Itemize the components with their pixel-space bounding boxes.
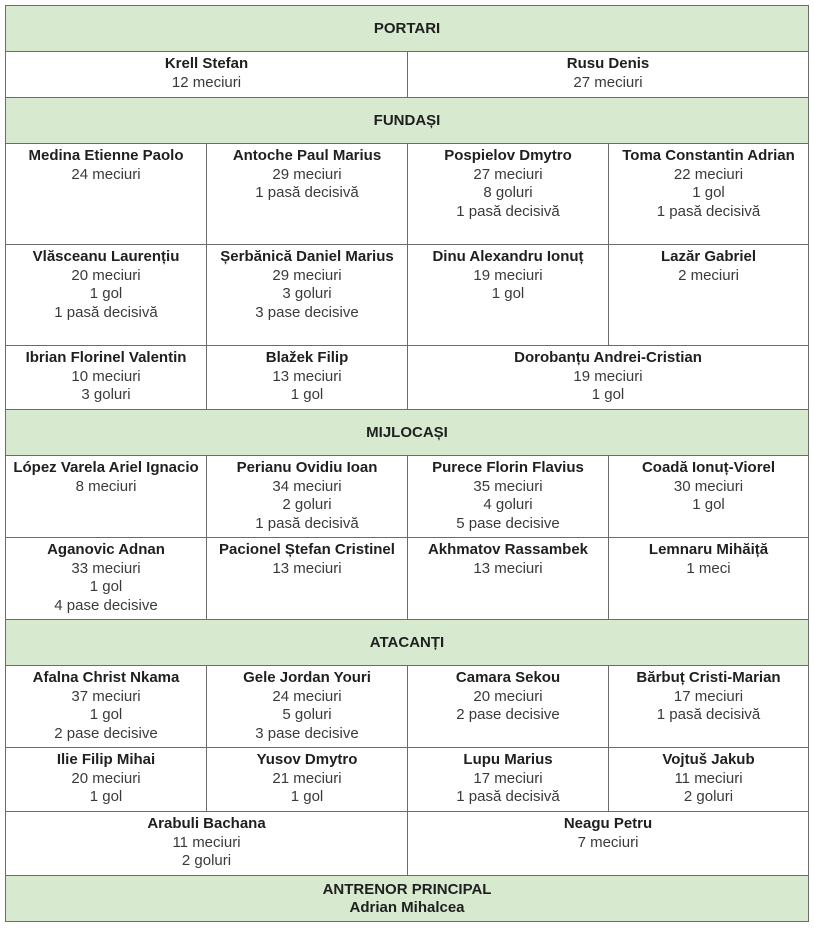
player-row bbox=[6, 144, 809, 245]
player-cell bbox=[6, 666, 207, 748]
player-stat: 8 goluri bbox=[483, 184, 533, 201]
player-stat: 33 meciuri bbox=[71, 559, 141, 577]
player-stat: 1 gol bbox=[89, 706, 123, 723]
player-name: Arabuli Bachana bbox=[147, 815, 266, 832]
player-stat: 20 meciuri bbox=[71, 769, 141, 787]
player-cell bbox=[207, 144, 408, 245]
player-cell bbox=[609, 748, 809, 812]
player-stat: 3 pase decisive bbox=[255, 303, 359, 321]
section-row-forwards bbox=[6, 620, 809, 666]
player-name: Yusov Dmytro bbox=[256, 751, 358, 768]
player-name: Dorobanțu Andrei-Cristian bbox=[514, 349, 702, 366]
player-cell bbox=[408, 52, 809, 98]
player-name: Coadă Ionuț-Viorel bbox=[641, 459, 776, 476]
coach-name: Adrian Mihalcea bbox=[349, 898, 465, 916]
player-stat: 5 goluri bbox=[282, 706, 332, 723]
player-stat: 27 meciuri bbox=[573, 73, 643, 91]
player-cell bbox=[207, 245, 408, 346]
player-name: Bărbuț Cristi-Marian bbox=[636, 669, 781, 686]
player-name: Perianu Ovidiu Ioan bbox=[236, 459, 378, 476]
coach-cell bbox=[6, 876, 809, 922]
player-cell bbox=[408, 245, 609, 346]
section-row-goalkeepers bbox=[6, 6, 809, 52]
player-stat: 11 meciuri bbox=[172, 833, 241, 851]
player-stat: 2 pase decisive bbox=[456, 706, 560, 723]
player-stat: 3 goluri bbox=[282, 285, 332, 302]
player-name: Lupu Marius bbox=[463, 751, 553, 768]
player-stat: 3 pase decisive bbox=[255, 724, 359, 742]
player-name: Toma Constantin Adrian bbox=[622, 147, 795, 164]
player-stat: 11 meciuri bbox=[674, 769, 743, 787]
player-stat: 1 pasă decisivă bbox=[456, 202, 560, 220]
player-name: Șerbănică Daniel Marius bbox=[220, 248, 394, 265]
player-cell bbox=[207, 748, 408, 812]
player-name: Krell Stefan bbox=[164, 55, 249, 72]
player-stat: 1 gol bbox=[89, 578, 123, 595]
player-name: Gele Jordan Youri bbox=[243, 669, 371, 686]
player-cell bbox=[6, 748, 207, 812]
player-name: Camara Sekou bbox=[455, 669, 561, 686]
player-cell bbox=[609, 666, 809, 748]
player-stat: 13 meciuri bbox=[272, 367, 342, 385]
player-cell bbox=[207, 456, 408, 538]
player-stat: 1 gol bbox=[591, 386, 625, 403]
player-name: Pacionel Ștefan Cristinel bbox=[219, 541, 395, 558]
player-name: Lazăr Gabriel bbox=[660, 248, 757, 265]
coach-title: ANTRENOR PRINCIPAL bbox=[322, 880, 492, 898]
player-name: Aganovic Adnan bbox=[47, 541, 165, 558]
player-name: Afalna Christ Nkama bbox=[32, 669, 180, 686]
player-stat: 21 meciuri bbox=[272, 769, 342, 787]
player-stat: 2 goluri bbox=[181, 852, 232, 869]
player-cell bbox=[6, 538, 207, 620]
player-stat: 17 meciuri bbox=[673, 687, 744, 705]
player-stat: 30 meciuri bbox=[673, 477, 744, 495]
player-stat: 34 meciuri bbox=[272, 477, 342, 495]
player-cell bbox=[609, 144, 809, 245]
player-stat: 17 meciuri bbox=[473, 769, 543, 787]
player-row bbox=[6, 52, 809, 98]
player-stat: 1 pasă decisivă bbox=[255, 514, 359, 532]
player-stat: 4 pase decisive bbox=[54, 596, 158, 614]
player-stat: 1 pasă decisivă bbox=[255, 184, 359, 201]
player-stat: 3 goluri bbox=[81, 386, 131, 403]
coach-row bbox=[6, 876, 809, 922]
player-stat: 35 meciuri bbox=[473, 477, 543, 495]
player-cell bbox=[609, 456, 809, 538]
player-stat: 8 meciuri bbox=[75, 477, 137, 495]
player-row bbox=[6, 456, 809, 538]
player-stat: 1 meci bbox=[686, 559, 731, 577]
section-header-midfielders: MIJLOCAȘI bbox=[6, 410, 809, 456]
player-stat: 29 meciuri bbox=[272, 165, 342, 183]
player-stat: 1 gol bbox=[692, 184, 725, 201]
player-stat: 1 gol bbox=[290, 788, 324, 805]
player-cell bbox=[408, 812, 809, 876]
player-name: Ilie Filip Mihai bbox=[56, 751, 156, 768]
player-stat: 4 goluri bbox=[483, 496, 533, 513]
player-stat: 1 gol bbox=[290, 386, 324, 403]
player-stat: 2 pase decisive bbox=[54, 724, 158, 742]
player-name: Rusu Denis bbox=[566, 55, 650, 72]
section-row-defenders bbox=[6, 98, 809, 144]
section-header-defenders: FUNDAȘI bbox=[6, 98, 809, 144]
player-cell bbox=[408, 666, 609, 748]
player-stat: 1 gol bbox=[89, 788, 123, 805]
player-cell bbox=[6, 245, 207, 346]
player-row bbox=[6, 748, 809, 812]
section-row-midfielders bbox=[6, 410, 809, 456]
player-row bbox=[6, 812, 809, 876]
player-stat: 12 meciuri bbox=[171, 73, 242, 91]
squad-table-body bbox=[6, 6, 809, 922]
player-cell bbox=[609, 538, 809, 620]
player-stat: 5 pase decisive bbox=[456, 514, 560, 532]
player-name: Purece Florin Flavius bbox=[432, 459, 584, 476]
player-stat: 1 gol bbox=[692, 496, 725, 513]
player-cell bbox=[6, 144, 207, 245]
player-stat: 1 pasă decisivă bbox=[656, 202, 761, 220]
player-cell bbox=[408, 538, 609, 620]
player-stat: 37 meciuri bbox=[71, 687, 141, 705]
player-name: López Varela Ariel Ignacio bbox=[13, 459, 199, 476]
player-stat: 1 pasă decisivă bbox=[656, 706, 761, 723]
player-cell bbox=[207, 346, 408, 410]
player-name: Medina Etienne Paolo bbox=[28, 147, 184, 164]
section-header-goalkeepers: PORTARI bbox=[6, 6, 809, 52]
player-stat: 19 meciuri bbox=[573, 367, 643, 385]
player-cell bbox=[207, 666, 408, 748]
player-stat: 1 pasă decisivă bbox=[456, 788, 560, 805]
player-stat: 1 gol bbox=[491, 285, 525, 302]
player-cell bbox=[408, 456, 609, 538]
player-name: Neagu Petru bbox=[563, 815, 653, 832]
player-stat: 7 meciuri bbox=[577, 833, 639, 851]
player-cell bbox=[6, 812, 408, 876]
player-cell bbox=[6, 456, 207, 538]
player-stat: 13 meciuri bbox=[473, 559, 543, 577]
player-name: Dinu Alexandru Ionuț bbox=[432, 248, 584, 265]
player-row bbox=[6, 346, 809, 410]
player-stat: 19 meciuri bbox=[473, 266, 543, 284]
player-cell bbox=[408, 346, 809, 410]
squad-table bbox=[5, 5, 809, 922]
player-name: Lemnaru Mihăiță bbox=[648, 541, 769, 558]
player-row bbox=[6, 538, 809, 620]
player-stat: 29 meciuri bbox=[272, 266, 342, 284]
player-row bbox=[6, 666, 809, 748]
player-stat: 10 meciuri bbox=[71, 367, 141, 385]
player-name: Antoche Paul Marius bbox=[232, 147, 382, 164]
player-name: Ibrian Florinel Valentin bbox=[25, 349, 187, 366]
player-cell bbox=[6, 52, 408, 98]
player-stat: 27 meciuri bbox=[473, 165, 543, 183]
player-name: Blažek Filip bbox=[265, 349, 349, 366]
player-stat: 24 meciuri bbox=[71, 165, 141, 183]
player-stat: 13 meciuri bbox=[272, 559, 342, 577]
player-cell bbox=[6, 346, 207, 410]
player-stat: 2 goluri bbox=[683, 788, 734, 805]
player-stat: 24 meciuri bbox=[272, 687, 342, 705]
player-name: Vojtuš Jakub bbox=[662, 751, 755, 768]
player-row bbox=[6, 245, 809, 346]
player-name: Akhmatov Rassambek bbox=[427, 541, 589, 558]
player-stat: 1 pasă decisivă bbox=[54, 303, 158, 321]
player-cell bbox=[408, 748, 609, 812]
player-stat: 22 meciuri bbox=[673, 165, 744, 183]
player-name: Pospielov Dmytro bbox=[444, 147, 572, 164]
player-cell bbox=[207, 538, 408, 620]
player-stat: 20 meciuri bbox=[473, 687, 543, 705]
player-stat: 1 gol bbox=[89, 285, 123, 302]
player-stat: 20 meciuri bbox=[71, 266, 141, 284]
player-cell bbox=[609, 245, 809, 346]
player-stat: 2 goluri bbox=[282, 496, 332, 513]
player-cell bbox=[408, 144, 609, 245]
section-header-forwards: ATACANȚI bbox=[6, 620, 809, 666]
player-name: Vlăsceanu Laurențiu bbox=[32, 248, 180, 265]
player-stat: 2 meciuri bbox=[678, 266, 739, 284]
